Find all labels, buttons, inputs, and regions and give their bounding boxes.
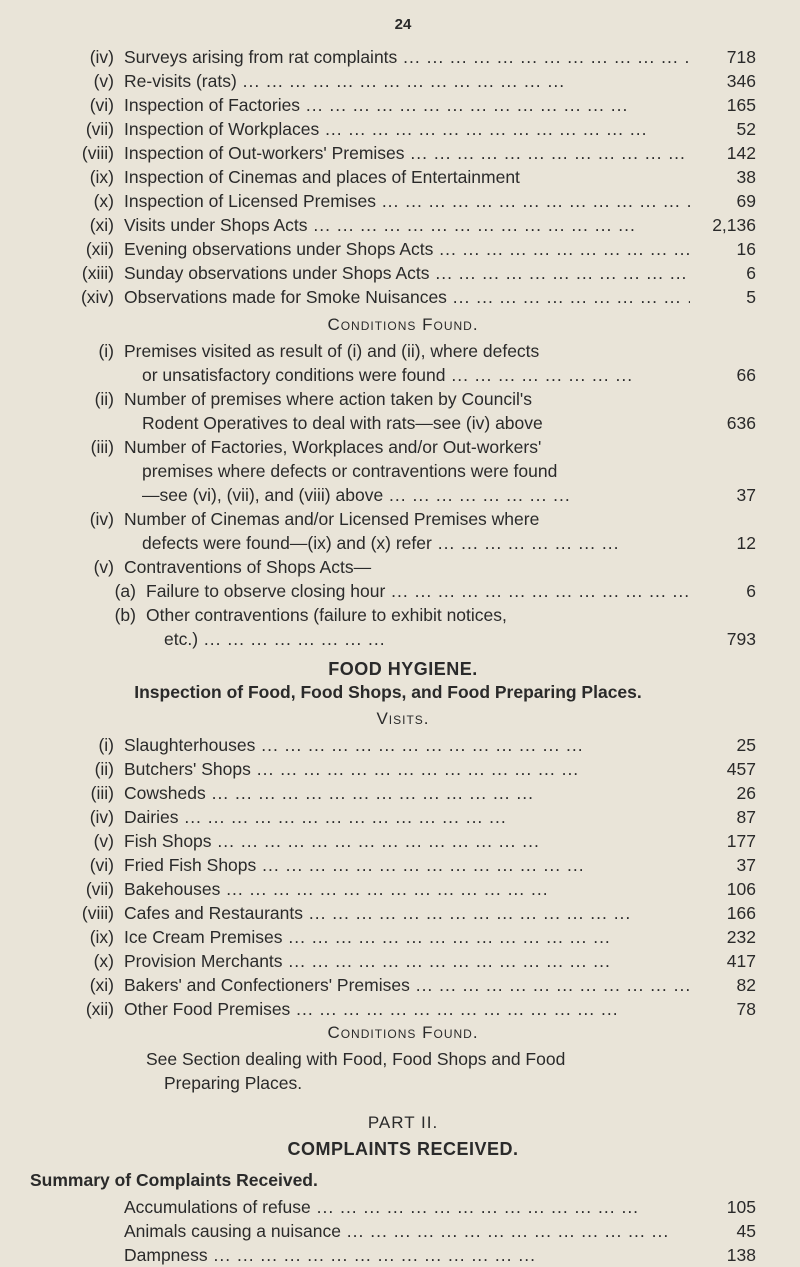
food-conditions-note: See Section dealing with Food, Food Shops and Food Preparing Places.	[146, 1049, 566, 1093]
list-item: (xiii) Sunday observations under Shops Acts ... 6	[50, 261, 756, 285]
list-item: (v) Fish Shops ... 177	[50, 829, 756, 853]
list-item: (xii) Evening observations under Shops Acts ... 16	[50, 237, 756, 261]
list-item: Accumulations of refuse ... 105	[50, 1195, 756, 1219]
list-item: (v) Contraventions of Shops Acts—	[93, 557, 372, 577]
list-item: (iii) Number of Factories, Workplaces and/or Out-workers' premises where defects or contraventions were found —see (vi), (vii), and (viii) above ... 37	[50, 435, 756, 507]
complaints-list	[50, 1195, 756, 1267]
food-conditions-heading: Conditions Found.	[327, 1023, 479, 1042]
page-number: 24	[394, 16, 412, 33]
list-item: (x) Inspection of Licensed Premises ... 69	[50, 189, 756, 213]
list-item: (iii) Cowsheds ... 26	[50, 781, 756, 805]
list-item: (a) Failure to observe closing hour ... 6	[50, 579, 756, 603]
list-item: (x) Provision Merchants ... 417	[50, 949, 756, 973]
list-item: (vii) Inspection of Workplaces ... 52	[50, 117, 756, 141]
list-item: (iv) Number of Cinemas and/or Licensed Premises where defects were found—(ix) and (x) refer ... 12	[50, 507, 756, 555]
list-item: (ii) Butchers' Shops ... 457	[50, 757, 756, 781]
list-item: (iv) Dairies ... 87	[50, 805, 756, 829]
list-item: (i) Premises visited as result of (i) and (ii), where defects or unsatisfactory conditions were found ... 66	[50, 339, 756, 387]
food-hygiene-heading: FOOD HYGIENE.	[328, 659, 478, 679]
food-visits-list	[50, 733, 756, 1021]
list-item: (viii) Cafes and Restaurants ... 166	[50, 901, 756, 925]
part-heading: PART II.	[367, 1113, 439, 1132]
list-item: Animals causing a nuisance ... 45	[50, 1219, 756, 1243]
list-item: (xi) Visits under Shops Acts ... 2,136	[50, 213, 756, 237]
list-item: (xiv) Observations made for Smoke Nuisances ... 5	[50, 285, 756, 309]
list-item: (viii) Inspection of Out-workers' Premises ... 142	[50, 141, 756, 165]
visits-list	[50, 45, 756, 309]
list-item: (i) Slaughterhouses ... 25	[50, 733, 756, 757]
list-item: (iv) Surveys arising from rat complaints ... 718	[50, 45, 756, 69]
list-item: (vi) Inspection of Factories ... 165	[50, 93, 756, 117]
conditions-heading: Conditions Found.	[327, 315, 479, 334]
list-item: (xii) Other Food Premises ... 78	[50, 997, 756, 1021]
food-inspection-subheading: Inspection of Food, Food Shops, and Food Preparing Places.	[134, 682, 642, 702]
complaints-heading: COMPLAINTS RECEIVED.	[287, 1139, 519, 1159]
list-item: (vi) Fried Fish Shops ... 37	[50, 853, 756, 877]
list-item: (ii) Number of premises where action taken by Council's Rodent Operatives to deal with rats—see (iv) above 636	[94, 389, 756, 433]
list-item: (v) Re-visits (rats) ... 346	[50, 69, 756, 93]
conditions-list	[50, 339, 756, 651]
visits-heading: Visits.	[376, 709, 430, 728]
summary-heading: Summary of Complaints Received.	[30, 1170, 318, 1190]
list-item: (ix) Ice Cream Premises ... 232	[50, 925, 756, 949]
list-item: (vii) Bakehouses ... 106	[50, 877, 756, 901]
list-item: (b) Other contraventions (failure to exhibit notices, etc.) ... 793	[50, 603, 756, 651]
list-item: (xi) Bakers' and Confectioners' Premises ... 82	[50, 973, 756, 997]
list-item: (ix) Inspection of Cinemas and places of Entertainment 38	[89, 167, 756, 187]
list-item: Dampness ... 138	[50, 1243, 756, 1267]
